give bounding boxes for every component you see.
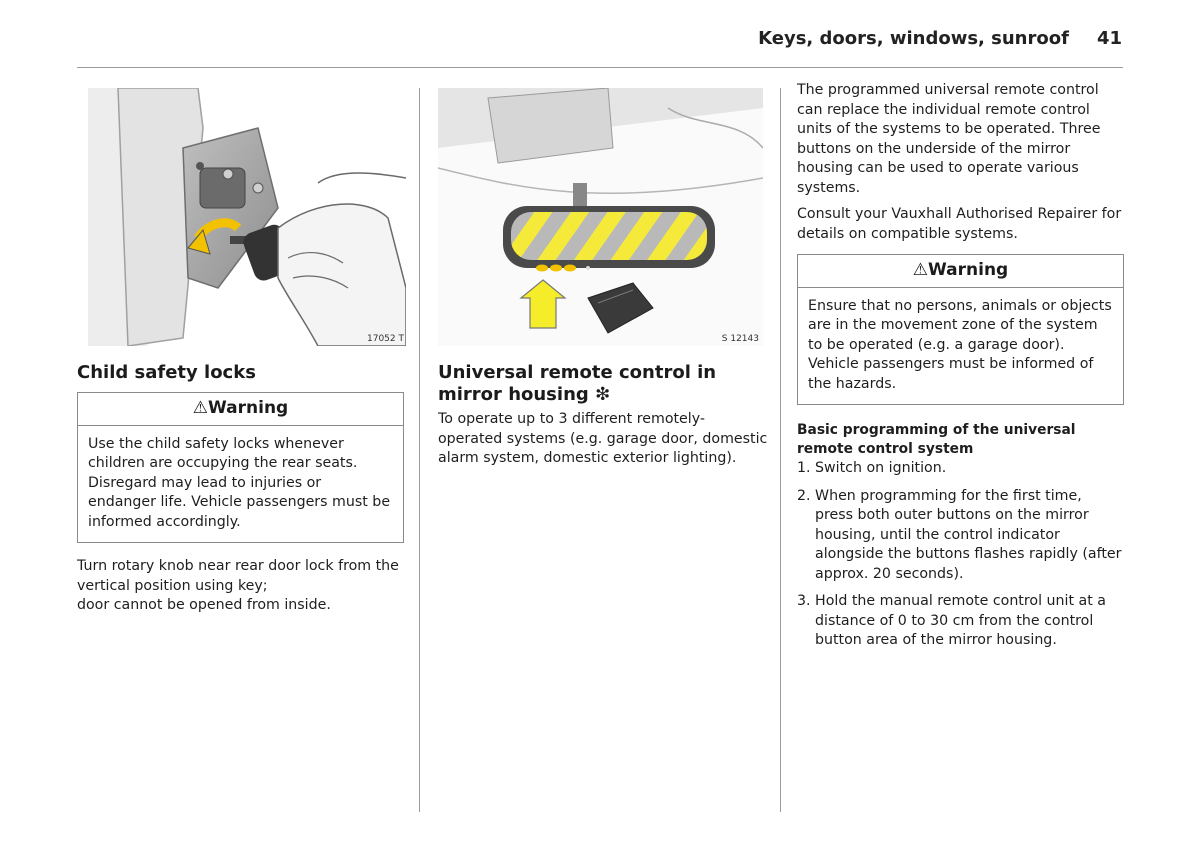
figure-label-left: 17052 T (367, 334, 404, 344)
door-lock-drawing (88, 88, 406, 346)
warning-title: Warning (208, 398, 289, 418)
page-header (0, 28, 1122, 49)
warning-title: Warning (928, 260, 1009, 280)
body-text-operate-systems: To operate up to 3 different remotely-operated systems (e.g. garage door, domestic alarm system, domestic exterior lighting). (438, 411, 768, 466)
section-heading-child-safety-locks: Child safety locks (77, 362, 256, 383)
warning-body: Ensure that no persons, animals or objects are in the movement zone of the system to be operated (e.g. a garage door). Vehicle passengers must be informed of the hazards. (808, 297, 1112, 392)
warning-header (798, 255, 1123, 288)
body-text-turn-knob: Turn rotary knob near rear door lock from the vertical position using key; (77, 558, 399, 594)
warning-body: Use the child safety locks whenever children are occupying the rear seats. Disregard may lead to injuries or endanger life. Vehicle passengers must be informed accordingly. (88, 435, 391, 530)
section-heading-universal-remote (438, 362, 768, 406)
warning-triangle-icon: ⚠ (192, 398, 209, 418)
mirror-illustration (438, 88, 763, 346)
body-text-consult-repairer: Consult your Vauxhall Authorised Repairer for details on compatible systems. (797, 206, 1122, 242)
step-2: 2. When programming for the first time, press both outer buttons on the mirror housing, until the control indicator alongside the buttons flashes rapidly (after approx. 20 seconds). (797, 487, 1122, 582)
door-lock-illustration (88, 88, 406, 346)
step-1: 1. Switch on ignition. (797, 460, 947, 476)
column-divider-1 (419, 88, 420, 812)
body-text-door-cannot-open: door cannot be opened from inside. (77, 597, 331, 613)
warning-box-child-safety (77, 392, 404, 543)
column-universal-remote (438, 362, 768, 469)
figure-label-middle: S 12143 (721, 334, 759, 344)
body-text-programmed-remote: The programmed universal remote control can replace the individual remote control units of the systems to be operated. Three buttons on the underside of the mirror housing can be used to operate various systems. (797, 82, 1101, 196)
warning-triangle-icon: ⚠ (912, 260, 929, 280)
section-title: Keys, doors, windows, sunroof (758, 28, 1069, 49)
column-child-safety (77, 362, 404, 616)
page-number: 41 (1096, 28, 1122, 49)
optional-equipment-icon: ❇ (595, 384, 611, 405)
column-programming (797, 81, 1124, 651)
heading-text: Universal remote control in mirror housing (438, 362, 717, 405)
column-divider-2 (780, 88, 781, 812)
warning-header (78, 393, 403, 426)
header-rule (77, 67, 1123, 68)
warning-box-movement-zone (797, 254, 1124, 405)
subheading-basic-programming: Basic programming of the universal remote control system (797, 422, 1076, 457)
mirror-drawing (438, 88, 763, 346)
step-3: 3. Hold the manual remote control unit at a distance of 0 to 30 cm from the control button area of the mirror housing. (797, 593, 1106, 648)
